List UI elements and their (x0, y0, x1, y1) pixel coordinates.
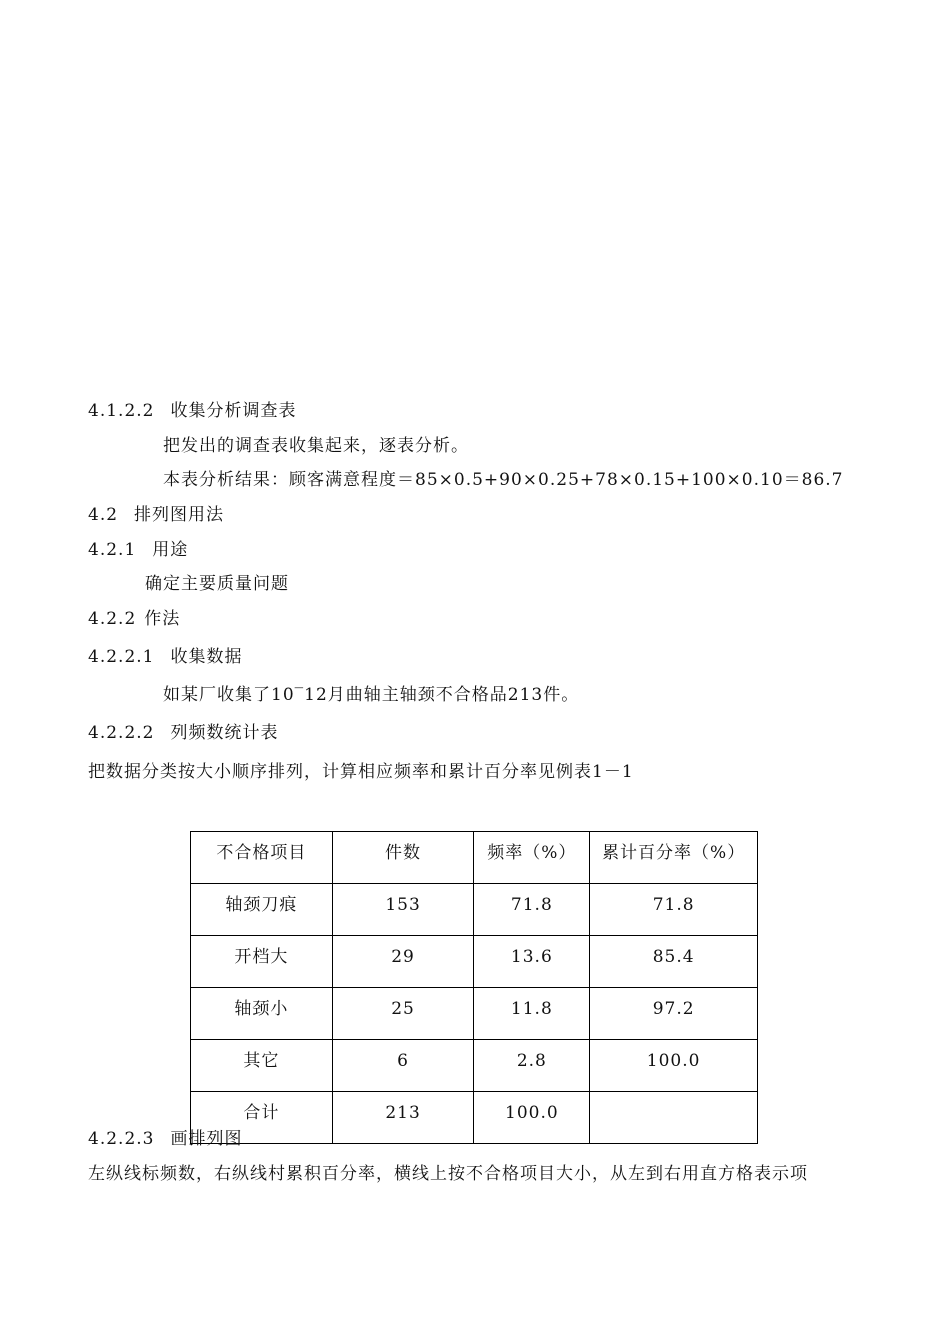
table-cell: 合计 (191, 1092, 333, 1144)
table-cell: 213 (332, 1092, 474, 1144)
table-cell: 97.2 (590, 988, 758, 1040)
section-number: 4.2.2 (88, 609, 137, 629)
table-cell (590, 1092, 758, 1144)
heading-4-2-1 (88, 539, 188, 561)
table-row (191, 988, 758, 1040)
table-cell: 其它 (191, 1040, 333, 1092)
section-title: 列频数统计表 (170, 723, 279, 743)
heading-4-2 (88, 504, 224, 526)
heading-4-2-2-2 (88, 722, 278, 744)
section-title: 作法 (144, 609, 181, 629)
paragraph-collect-data: 如某厂收集了10‾12月曲轴主轴颈不合格品213件。 (163, 685, 580, 705)
paragraph-frequency-table: 把数据分类按大小顺序排列，计算相应频率和累计百分率见例表1－1 (88, 762, 634, 782)
table-cell: 71.8 (590, 884, 758, 936)
heading-4-2-2-1 (88, 646, 242, 668)
table-header-row (191, 832, 758, 884)
section-number: 4.2.2.2 (88, 723, 155, 743)
section-number: 4.2.2.3 (88, 1129, 155, 1149)
table-cell: 2.8 (474, 1040, 590, 1092)
table-header-cell: 件数 (332, 832, 474, 884)
table-cell: 轴颈刀痕 (191, 884, 333, 936)
section-title: 收集数据 (170, 647, 243, 667)
table-header-cell: 不合格项目 (191, 832, 333, 884)
table-cell: 71.8 (474, 884, 590, 936)
paragraph-analysis-result: 本表分析结果：顾客满意程度＝85×0.5+90×0.25+78×0.15+100×0.10＝86.7 (163, 470, 844, 490)
table-cell: 11.8 (474, 988, 590, 1040)
table-cell: 开档大 (191, 936, 333, 988)
table-row (191, 1040, 758, 1092)
table-row (191, 936, 758, 988)
section-number: 4.2 (88, 505, 119, 525)
table-cell: 6 (332, 1040, 474, 1092)
table-cell: 100.0 (590, 1040, 758, 1092)
paragraph-draw-pareto: 左纵线标频数，右纵线村累积百分率，横线上按不合格项目大小，从左到右用直方格表示项 (88, 1164, 808, 1184)
section-title: 画排列图 (170, 1129, 243, 1149)
section-title: 排列图用法 (134, 505, 225, 525)
section-number: 4.2.1 (88, 540, 137, 560)
heading-4-1-2-2 (88, 400, 296, 422)
table-cell: 轴颈小 (191, 988, 333, 1040)
table-header-cell: 频率（%） (474, 832, 590, 884)
heading-4-2-2 (88, 608, 180, 630)
table-cell: 13.6 (474, 936, 590, 988)
heading-4-2-2-3 (88, 1128, 242, 1150)
table-cell: 25 (332, 988, 474, 1040)
section-title: 收集分析调查表 (170, 401, 297, 421)
table-cell: 100.0 (474, 1092, 590, 1144)
table-row (191, 884, 758, 936)
table-cell: 85.4 (590, 936, 758, 988)
table-cell: 29 (332, 936, 474, 988)
paragraph-collect: 把发出的调查表收集起来，逐表分析。 (163, 436, 469, 456)
table-header-cell: 累计百分率（%） (590, 832, 758, 884)
section-number: 4.2.2.1 (88, 647, 155, 667)
frequency-table (190, 831, 758, 1144)
table-total-row (191, 1092, 758, 1144)
table-cell: 153 (332, 884, 474, 936)
section-number: 4.1.2.2 (88, 401, 155, 421)
paragraph-purpose: 确定主要质量问题 (145, 574, 289, 594)
section-title: 用途 (152, 540, 189, 560)
